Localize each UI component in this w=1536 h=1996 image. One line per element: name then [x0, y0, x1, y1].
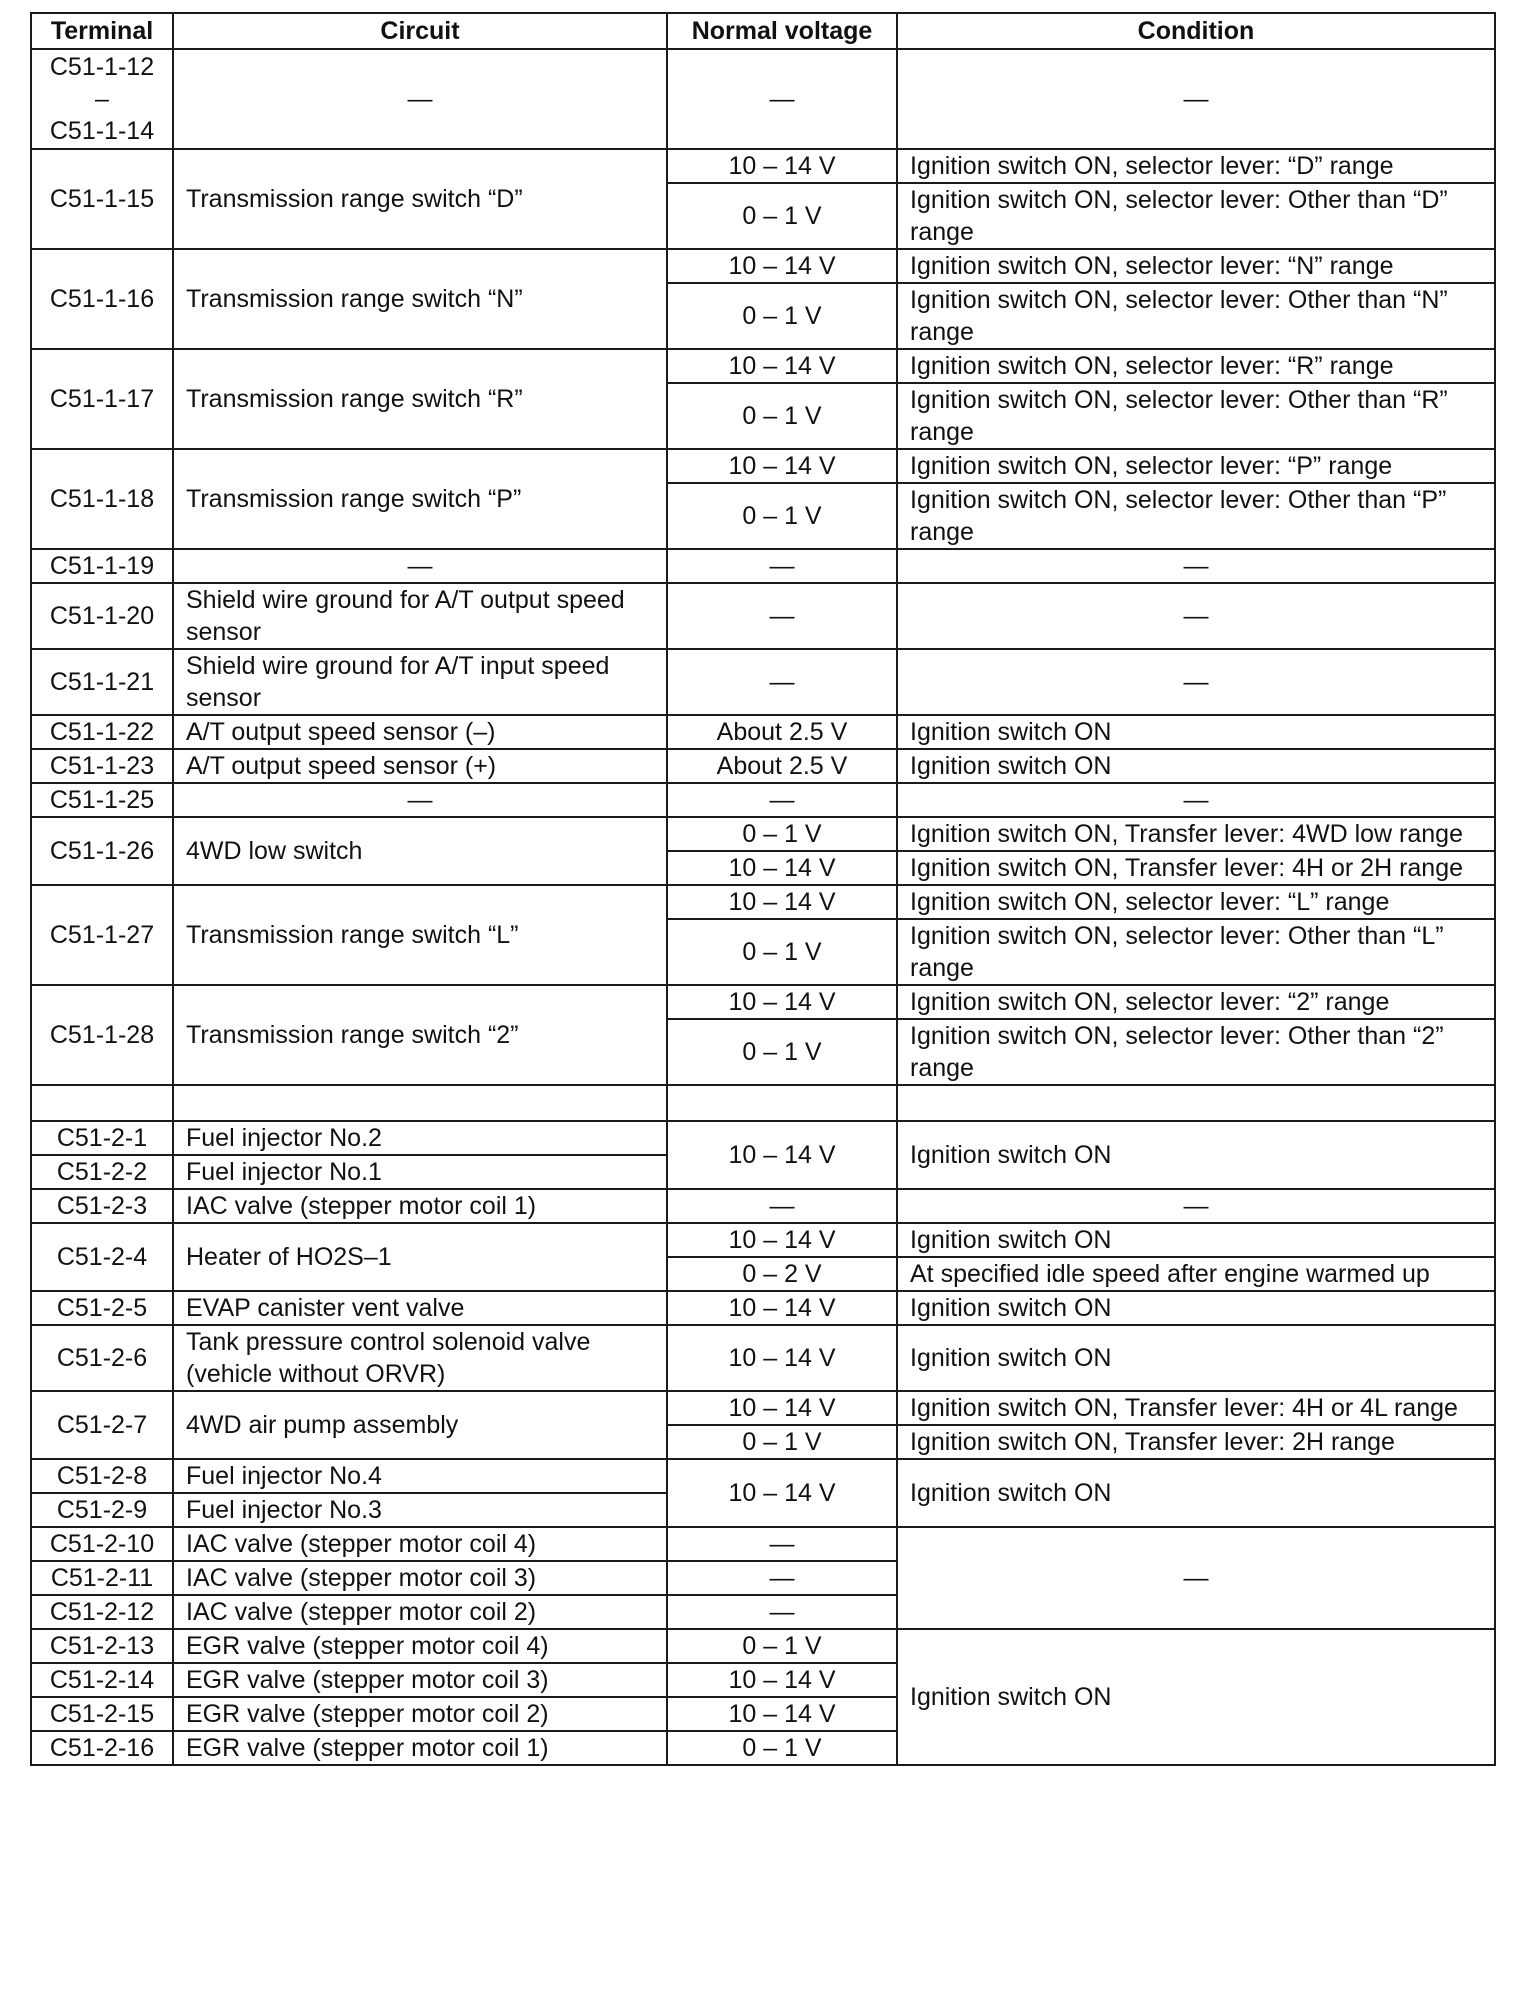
circuit-cell: Transmission range switch “N”: [173, 249, 667, 349]
condition-cell: Ignition switch ON, selector lever: “N” range: [897, 249, 1495, 283]
table-row: [31, 549, 1495, 583]
terminal-range-start: C51-1-12: [49, 53, 155, 81]
circuit-cell: Fuel injector No.2: [173, 1121, 667, 1155]
condition-cell: Ignition switch ON: [897, 715, 1495, 749]
voltage-cell: —: [667, 1595, 897, 1629]
table-row: [31, 1527, 1495, 1561]
circuit-cell: Transmission range switch “L”: [173, 885, 667, 985]
voltage-cell: 10 – 14 V: [667, 1391, 897, 1425]
voltage-cell: —: [667, 1189, 897, 1223]
terminal-cell: C51-2-12: [31, 1595, 173, 1629]
terminal-cell: C51-2-13: [31, 1629, 173, 1663]
condition-cell: Ignition switch ON: [897, 1223, 1495, 1257]
circuit-cell: Transmission range switch “R”: [173, 349, 667, 449]
circuit-cell: IAC valve (stepper motor coil 2): [173, 1595, 667, 1629]
terminal-cell: C51-1-25: [31, 783, 173, 817]
voltage-cell: 10 – 14 V: [667, 1325, 897, 1391]
terminal-cell: C51-2-7: [31, 1391, 173, 1459]
table-row: [31, 149, 1495, 183]
terminal-cell: [31, 49, 173, 149]
table-row: [31, 583, 1495, 649]
terminal-range-end: C51-1-14: [49, 117, 155, 145]
empty-cell: [667, 1085, 897, 1121]
header-normal-voltage: Normal voltage: [667, 13, 897, 49]
condition-cell: Ignition switch ON, selector lever: “P” range: [897, 449, 1495, 483]
terminal-cell: C51-2-1: [31, 1121, 173, 1155]
voltage-cell: —: [667, 783, 897, 817]
terminal-cell: C51-1-23: [31, 749, 173, 783]
voltage-cell: 10 – 14 V: [667, 1223, 897, 1257]
voltage-cell: 10 – 14 V: [667, 885, 897, 919]
table-row: [31, 1391, 1495, 1425]
empty-cell: [31, 1085, 173, 1121]
condition-cell: Ignition switch ON, selector lever: Other than “R” range: [897, 383, 1495, 449]
document: [30, 12, 1494, 1766]
circuit-cell: Fuel injector No.4: [173, 1459, 667, 1493]
separator-row: [31, 1085, 1495, 1121]
voltage-cell: About 2.5 V: [667, 749, 897, 783]
terminal-cell: C51-2-8: [31, 1459, 173, 1493]
condition-cell: Ignition switch ON: [897, 1459, 1495, 1527]
voltage-cell: 0 – 1 V: [667, 919, 897, 985]
condition-cell: Ignition switch ON, Transfer lever: 4H or 2H range: [897, 851, 1495, 885]
table-row: [31, 1189, 1495, 1223]
condition-cell: Ignition switch ON, selector lever: “2” range: [897, 985, 1495, 1019]
condition-cell: Ignition switch ON, selector lever: Other than “2” range: [897, 1019, 1495, 1085]
table-row: [31, 449, 1495, 483]
table-row: [31, 885, 1495, 919]
condition-cell: —: [897, 549, 1495, 583]
voltage-cell: —: [667, 649, 897, 715]
terminal-cell: C51-2-14: [31, 1663, 173, 1697]
table-row: [31, 1291, 1495, 1325]
header-circuit: Circuit: [173, 13, 667, 49]
condition-cell: —: [897, 1527, 1495, 1629]
terminal-cell: C51-1-18: [31, 449, 173, 549]
terminal-cell: C51-2-5: [31, 1291, 173, 1325]
table-row: [31, 1325, 1495, 1391]
condition-cell: Ignition switch ON: [897, 1325, 1495, 1391]
terminal-cell: C51-2-11: [31, 1561, 173, 1595]
terminal-cell: C51-2-4: [31, 1223, 173, 1291]
terminal-cell: C51-2-10: [31, 1527, 173, 1561]
condition-cell: Ignition switch ON, selector lever: “D” range: [897, 149, 1495, 183]
circuit-cell: EGR valve (stepper motor coil 2): [173, 1697, 667, 1731]
header-row: [31, 13, 1495, 49]
circuit-cell: EVAP canister vent valve: [173, 1291, 667, 1325]
terminal-cell: C51-1-17: [31, 349, 173, 449]
terminal-range-dash: –: [95, 85, 109, 113]
circuit-cell: —: [173, 49, 667, 149]
condition-cell: Ignition switch ON, selector lever: Other than “N” range: [897, 283, 1495, 349]
voltage-cell: 0 – 2 V: [667, 1257, 897, 1291]
table-row: [31, 1121, 1495, 1155]
table-row: [31, 1629, 1495, 1663]
circuit-cell: IAC valve (stepper motor coil 4): [173, 1527, 667, 1561]
voltage-cell: —: [667, 49, 897, 149]
voltage-cell: 0 – 1 V: [667, 1629, 897, 1663]
header-terminal: Terminal: [31, 13, 173, 49]
voltage-cell: —: [667, 1561, 897, 1595]
condition-cell: Ignition switch ON, selector lever: Other than “D” range: [897, 183, 1495, 249]
condition-cell: Ignition switch ON, selector lever: “R” range: [897, 349, 1495, 383]
voltage-cell: —: [667, 583, 897, 649]
condition-cell: —: [897, 1189, 1495, 1223]
voltage-cell: 0 – 1 V: [667, 1731, 897, 1765]
condition-cell: Ignition switch ON: [897, 1629, 1495, 1765]
voltage-cell: About 2.5 V: [667, 715, 897, 749]
condition-cell: Ignition switch ON, selector lever: Other than “L” range: [897, 919, 1495, 985]
condition-cell: —: [897, 49, 1495, 149]
terminal-cell: C51-1-21: [31, 649, 173, 715]
terminal-cell: C51-1-28: [31, 985, 173, 1085]
table-row: [31, 349, 1495, 383]
circuit-cell: Shield wire ground for A/T input speed sensor: [173, 649, 667, 715]
terminal-cell: C51-1-16: [31, 249, 173, 349]
terminal-cell: C51-1-26: [31, 817, 173, 885]
condition-cell: At specified idle speed after engine warmed up: [897, 1257, 1495, 1291]
circuit-cell: Transmission range switch “2”: [173, 985, 667, 1085]
voltage-cell: 10 – 14 V: [667, 1459, 897, 1527]
terminal-cell: C51-2-16: [31, 1731, 173, 1765]
terminal-cell: C51-2-2: [31, 1155, 173, 1189]
empty-cell: [897, 1085, 1495, 1121]
condition-cell: Ignition switch ON, Transfer lever: 4H or 4L range: [897, 1391, 1495, 1425]
voltage-cell: 0 – 1 V: [667, 183, 897, 249]
terminal-cell: C51-1-20: [31, 583, 173, 649]
header-condition: Condition: [897, 13, 1495, 49]
voltage-cell: 0 – 1 V: [667, 817, 897, 851]
voltage-cell: 10 – 14 V: [667, 249, 897, 283]
terminal-cell: C51-1-19: [31, 549, 173, 583]
condition-cell: —: [897, 583, 1495, 649]
condition-cell: Ignition switch ON, selector lever: “L” range: [897, 885, 1495, 919]
circuit-cell: Tank pressure control solenoid valve (vehicle without ORVR): [173, 1325, 667, 1391]
terminal-cell: C51-1-27: [31, 885, 173, 985]
circuit-cell: Transmission range switch “D”: [173, 149, 667, 249]
circuit-cell: IAC valve (stepper motor coil 1): [173, 1189, 667, 1223]
circuit-cell: EGR valve (stepper motor coil 4): [173, 1629, 667, 1663]
voltage-cell: 10 – 14 V: [667, 1663, 897, 1697]
table-row: [31, 749, 1495, 783]
voltage-cell: 10 – 14 V: [667, 985, 897, 1019]
table-row: [31, 1459, 1495, 1493]
circuit-cell: A/T output speed sensor (+): [173, 749, 667, 783]
terminal-cell: C51-2-15: [31, 1697, 173, 1731]
circuit-cell: A/T output speed sensor (–): [173, 715, 667, 749]
terminal-cell: C51-1-15: [31, 149, 173, 249]
table-row: [31, 715, 1495, 749]
voltage-cell: 10 – 14 V: [667, 1121, 897, 1189]
terminal-cell: C51-2-9: [31, 1493, 173, 1527]
condition-cell: Ignition switch ON: [897, 1121, 1495, 1189]
voltage-cell: 0 – 1 V: [667, 1019, 897, 1085]
condition-cell: Ignition switch ON: [897, 1291, 1495, 1325]
table-row: [31, 49, 1495, 149]
circuit-cell: EGR valve (stepper motor coil 1): [173, 1731, 667, 1765]
voltage-cell: 0 – 1 V: [667, 283, 897, 349]
circuit-cell: Fuel injector No.3: [173, 1493, 667, 1527]
circuit-cell: —: [173, 549, 667, 583]
voltage-cell: 10 – 14 V: [667, 1291, 897, 1325]
voltage-cell: 0 – 1 V: [667, 383, 897, 449]
terminal-cell: C51-2-6: [31, 1325, 173, 1391]
circuit-cell: Transmission range switch “P”: [173, 449, 667, 549]
empty-cell: [173, 1085, 667, 1121]
voltage-cell: 10 – 14 V: [667, 349, 897, 383]
table-row: [31, 249, 1495, 283]
voltage-cell: 10 – 14 V: [667, 149, 897, 183]
circuit-cell: IAC valve (stepper motor coil 3): [173, 1561, 667, 1595]
table-row: [31, 783, 1495, 817]
condition-cell: Ignition switch ON, selector lever: Other than “P” range: [897, 483, 1495, 549]
terminal-cell: C51-2-3: [31, 1189, 173, 1223]
condition-cell: Ignition switch ON: [897, 749, 1495, 783]
voltage-cell: 10 – 14 V: [667, 449, 897, 483]
voltage-cell: 0 – 1 V: [667, 1425, 897, 1459]
table-row: [31, 985, 1495, 1019]
circuit-cell: Shield wire ground for A/T output speed sensor: [173, 583, 667, 649]
voltage-cell: —: [667, 549, 897, 583]
circuit-cell: 4WD air pump assembly: [173, 1391, 667, 1459]
circuit-cell: —: [173, 783, 667, 817]
condition-cell: Ignition switch ON, Transfer lever: 2H range: [897, 1425, 1495, 1459]
circuit-cell: 4WD low switch: [173, 817, 667, 885]
table-row: [31, 817, 1495, 851]
terminal-cell: C51-1-22: [31, 715, 173, 749]
voltage-cell: 10 – 14 V: [667, 851, 897, 885]
condition-cell: —: [897, 783, 1495, 817]
condition-cell: —: [897, 649, 1495, 715]
circuit-cell: EGR valve (stepper motor coil 3): [173, 1663, 667, 1697]
circuit-cell: Heater of HO2S–1: [173, 1223, 667, 1291]
voltage-cell: 0 – 1 V: [667, 483, 897, 549]
table-row: [31, 1223, 1495, 1257]
table-row: [31, 649, 1495, 715]
voltage-cell: 10 – 14 V: [667, 1697, 897, 1731]
voltage-cell: —: [667, 1527, 897, 1561]
circuit-cell: Fuel injector No.1: [173, 1155, 667, 1189]
terminal-voltage-table: [30, 12, 1496, 1766]
condition-cell: Ignition switch ON, Transfer lever: 4WD low range: [897, 817, 1495, 851]
